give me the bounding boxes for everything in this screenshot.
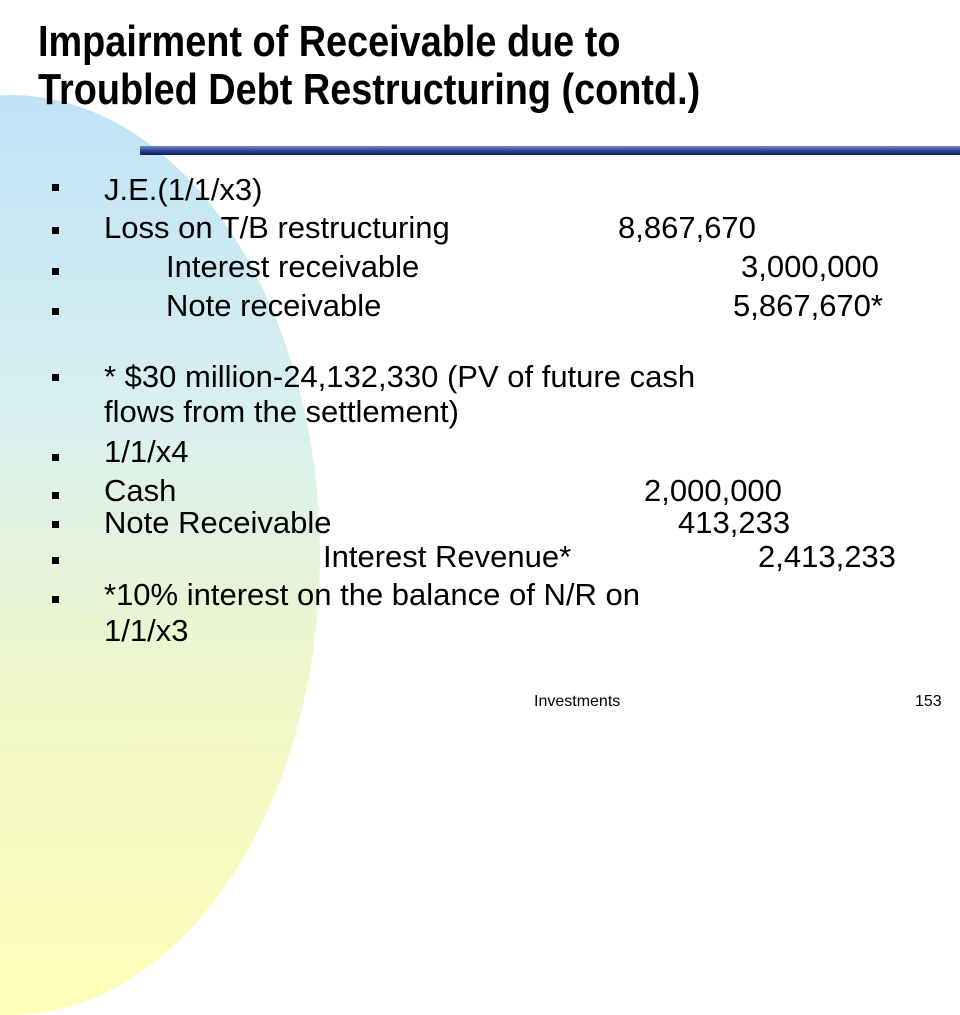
cash-amount: 2,000,000 <box>644 473 782 508</box>
note-receivable-2-label: Note Receivable <box>104 505 332 540</box>
bullet-marker <box>52 454 59 461</box>
interest-revenue-label: Interest Revenue* <box>323 539 572 574</box>
date-line: 1/1/x4 <box>104 434 189 469</box>
footnote-1-line-1: * $30 million-24,132,330 (PV of future cash <box>104 359 696 394</box>
bullet-marker <box>52 184 59 191</box>
bullet-marker <box>52 227 59 234</box>
bullet-marker <box>52 268 59 275</box>
note-receivable-label: Note receivable <box>166 288 382 323</box>
bullet-marker <box>52 557 59 564</box>
footnote-2-line-1: *10% interest on the balance of N/R on <box>104 577 640 612</box>
footer-course: Investments <box>534 693 621 710</box>
slide-title <box>38 18 812 114</box>
footnote-2-line-2: 1/1/x3 <box>104 613 189 648</box>
footnote-1-line-2: flows from the settlement) <box>104 394 459 429</box>
note-receivable-amount: 5,867,670* <box>733 288 883 323</box>
bullet-marker <box>52 308 59 315</box>
interest-receivable-label: Interest receivable <box>166 249 420 284</box>
journal-entry-date: J.E.(1/1/x3) <box>104 172 263 207</box>
interest-revenue-amount: 2,413,233 <box>758 539 896 574</box>
title-divider <box>140 146 960 155</box>
note-receivable-2-amount: 413,233 <box>678 505 791 540</box>
interest-receivable-amount: 3,000,000 <box>741 249 879 284</box>
bullet-marker <box>52 596 59 603</box>
bullet-marker <box>52 492 59 499</box>
bullet-marker <box>52 521 59 528</box>
slide-title-line-1: Impairment of Receivable due to <box>38 17 621 66</box>
bullet-marker <box>52 374 59 381</box>
page-number: 153 <box>915 693 942 710</box>
loss-amount: 8,867,670 <box>618 210 756 245</box>
slide-title-line-2: Troubled Debt Restructuring (contd.) <box>38 65 701 114</box>
cash-label: Cash <box>104 473 177 508</box>
loss-label: Loss on T/B restructuring <box>104 210 450 245</box>
